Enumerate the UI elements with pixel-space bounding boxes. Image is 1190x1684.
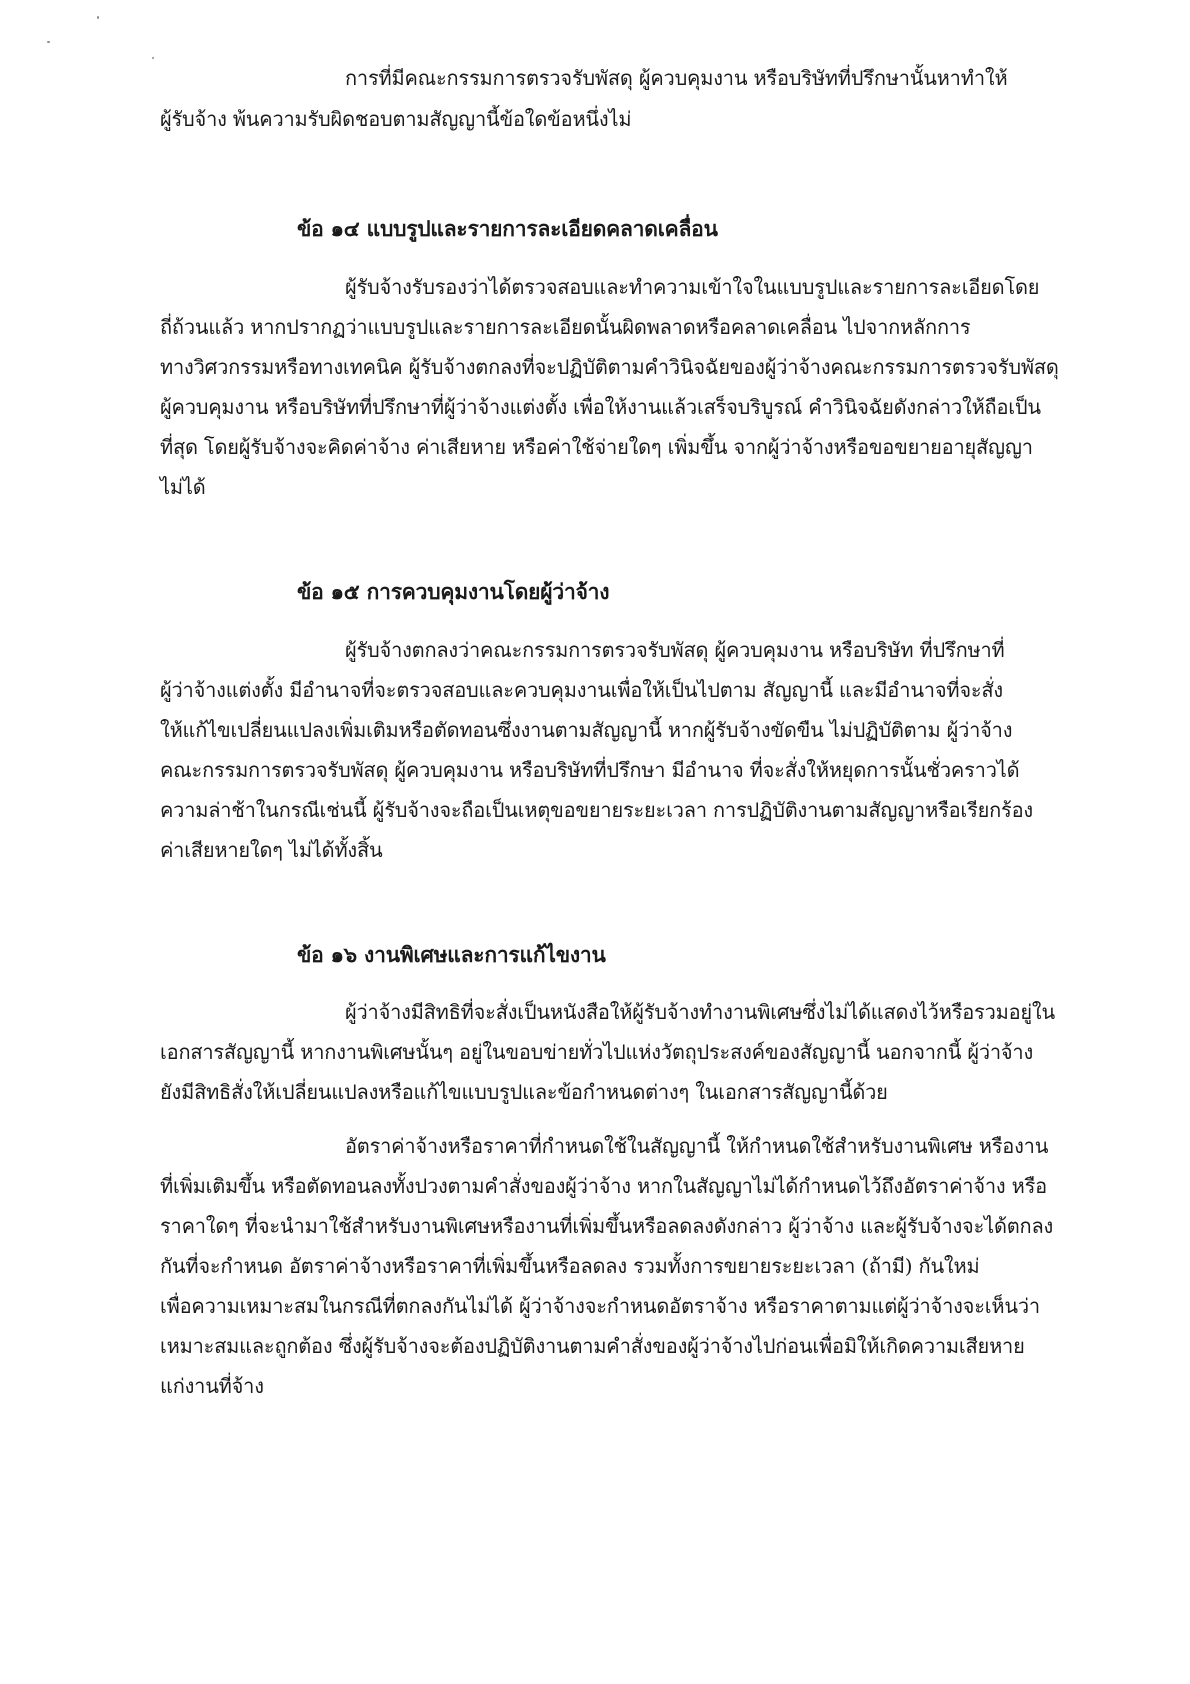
paragraph-line: ยังมีสิทธิสั่งให้เปลี่ยนแปลงหรือแก้ไขแบบรูปและข้อกำหนดต่างๆ ในเอกสารสัญญานี้ด้วย: [160, 1080, 888, 1104]
paragraph-line: ผู้ควบคุมงาน หรือบริษัทที่ปรึกษาที่ผู้ว่าจ้างแต่งตั้ง เพื่อให้งานแล้วเสร็จบริบูรณ์ คำวินิจฉัยดังกล่าวให้ถือเป็น: [160, 395, 1041, 419]
scan-speck: [47, 41, 50, 43]
paragraph-line: ผู้ว่าจ้างมีสิทธิที่จะสั่งเป็นหนังสือให้ผู้รับจ้างทำงานพิเศษซึ่งไม่ได้แสดงไว้หรือรวมอยู่ใน: [345, 1000, 1055, 1024]
paragraph-line: ไม่ได้: [160, 475, 206, 499]
paragraph-line: เหมาะสมและถูกต้อง ซึ่งผู้รับจ้างจะต้องปฏิบัติงานตามคำสั่งของผู้ว่าจ้างไปก่อนเพื่อมิให้เกิดความเสียหาย: [160, 1334, 1025, 1358]
paragraph-line: คณะกรรมการตรวจรับพัสดุ ผู้ควบคุมงาน หรือบริษัทที่ปรึกษา มีอำนาจ ที่จะสั่งให้หยุดการนั้นชั่วคราวได้: [160, 758, 1020, 782]
paragraph-line: ความล่าช้าในกรณีเช่นนี้ ผู้รับจ้างจะถือเป็นเหตุขอขยายระยะเวลา การปฏิบัติงานตามสัญญาหรือเรียกร้อง: [160, 798, 1033, 822]
paragraph-line: เพื่อความเหมาะสมในกรณีที่ตกลงกันไม่ได้ ผู้ว่าจ้างจะกำหนดอัตราจ้าง หรือราคาตามแต่ผู้ว่าจ้างจะเห็นว่า: [160, 1294, 1040, 1318]
paragraph-line: เอกสารสัญญานี้ หากงานพิเศษนั้นๆ อยู่ในขอบข่ายทั่วไปแห่งวัตถุประสงค์ของสัญญานี้ นอกจากนี้ ผู้ว่าจ้าง: [160, 1040, 1034, 1064]
paragraph-line: ที่เพิ่มเติมขึ้น หรือตัดทอนลงทั้งปวงตามคำสั่งของผู้ว่าจ้าง หากในสัญญาไม่ได้กำหนดไว้ถึงอัตราค่าจ้าง หรือ: [160, 1174, 1047, 1198]
section-heading-14: ข้อ ๑๔ แบบรูปและรายการละเอียดคลาดเคลื่อน: [297, 216, 718, 241]
paragraph-line: ผู้รับจ้างรับรองว่าได้ตรวจสอบและทำความเข้าใจในแบบรูปและรายการละเอียดโดย: [345, 275, 1040, 299]
paragraph-line: แก่งานที่จ้าง: [160, 1374, 264, 1398]
paragraph-line: ผู้ว่าจ้างแต่งตั้ง มีอำนาจที่จะตรวจสอบและควบคุมงานเพื่อให้เป็นไปตาม สัญญานี้ และมีอำนาจที่จะสั่ง: [160, 678, 1003, 702]
paragraph-line: ให้แก้ไขเปลี่ยนแปลงเพิ่มเติมหรือตัดทอนซึ่งงานตามสัญญานี้ หากผู้รับจ้างขัดขืน ไม่ปฏิบัติตาม ผู้ว่าจ้าง: [160, 718, 1013, 742]
paragraph-line: กันที่จะกำหนด อัตราค่าจ้างหรือราคาที่เพิ่มขึ้นหรือลดลง รวมทั้งการขยายระยะเวลา (ถ้ามี) กันใหม่: [160, 1254, 980, 1278]
paragraph-line: ที่สุด โดยผู้รับจ้างจะคิดค่าจ้าง ค่าเสียหาย หรือค่าใช้จ่ายใดๆ เพิ่มขึ้น จากผู้ว่าจ้างหรือขอขยายอายุสัญญา: [160, 435, 1033, 459]
paragraph-line: ผู้รับจ้างตกลงว่าคณะกรรมการตรวจรับพัสดุ ผู้ควบคุมงาน หรือบริษัท ที่ปรึกษาที่: [345, 638, 1005, 662]
paragraph-line: ผู้รับจ้าง พ้นความรับผิดชอบตามสัญญานี้ข้อใดข้อหนึ่งไม่: [160, 107, 632, 131]
paragraph-line: ทางวิศวกรรมหรือทางเทคนิค ผู้รับจ้างตกลงที่จะปฏิบัติตามคำวินิจฉัยของผู้ว่าจ้างคณะกรรมการตรวจรับพัสดุ: [160, 355, 1059, 379]
scan-speck: [97, 16, 99, 19]
paragraph-line: ราคาใดๆ ที่จะนำมาใช้สำหรับงานพิเศษหรืองานที่เพิ่มขึ้นหรือลดลงดังกล่าว ผู้ว่าจ้าง และผู้รับจ้างจะได้ตกลง: [160, 1214, 1054, 1238]
section-heading-15: ข้อ ๑๕ การควบคุมงานโดยผู้ว่าจ้าง: [297, 579, 610, 604]
paragraph-line: ถี่ถ้วนแล้ว หากปรากฏว่าแบบรูปและรายการละเอียดนั้นผิดพลาดหรือคลาดเคลื่อน ไปจากหลักการ: [160, 315, 971, 339]
scan-speck: [152, 57, 154, 59]
paragraph-line: อัตราค่าจ้างหรือราคาที่กำหนดใช้ในสัญญานี้ ให้กำหนดใช้สำหรับงานพิเศษ หรืองาน: [345, 1134, 1049, 1158]
paragraph-line: ค่าเสียหายใดๆ ไม่ได้ทั้งสิ้น: [160, 838, 383, 862]
section-heading-16: ข้อ ๑๖ งานพิเศษและการแก้ไขงาน: [297, 942, 606, 967]
paragraph-line: การที่มีคณะกรรมการตรวจรับพัสดุ ผู้ควบคุมงาน หรือบริษัทที่ปรึกษานั้นหาทำให้: [345, 66, 1008, 90]
